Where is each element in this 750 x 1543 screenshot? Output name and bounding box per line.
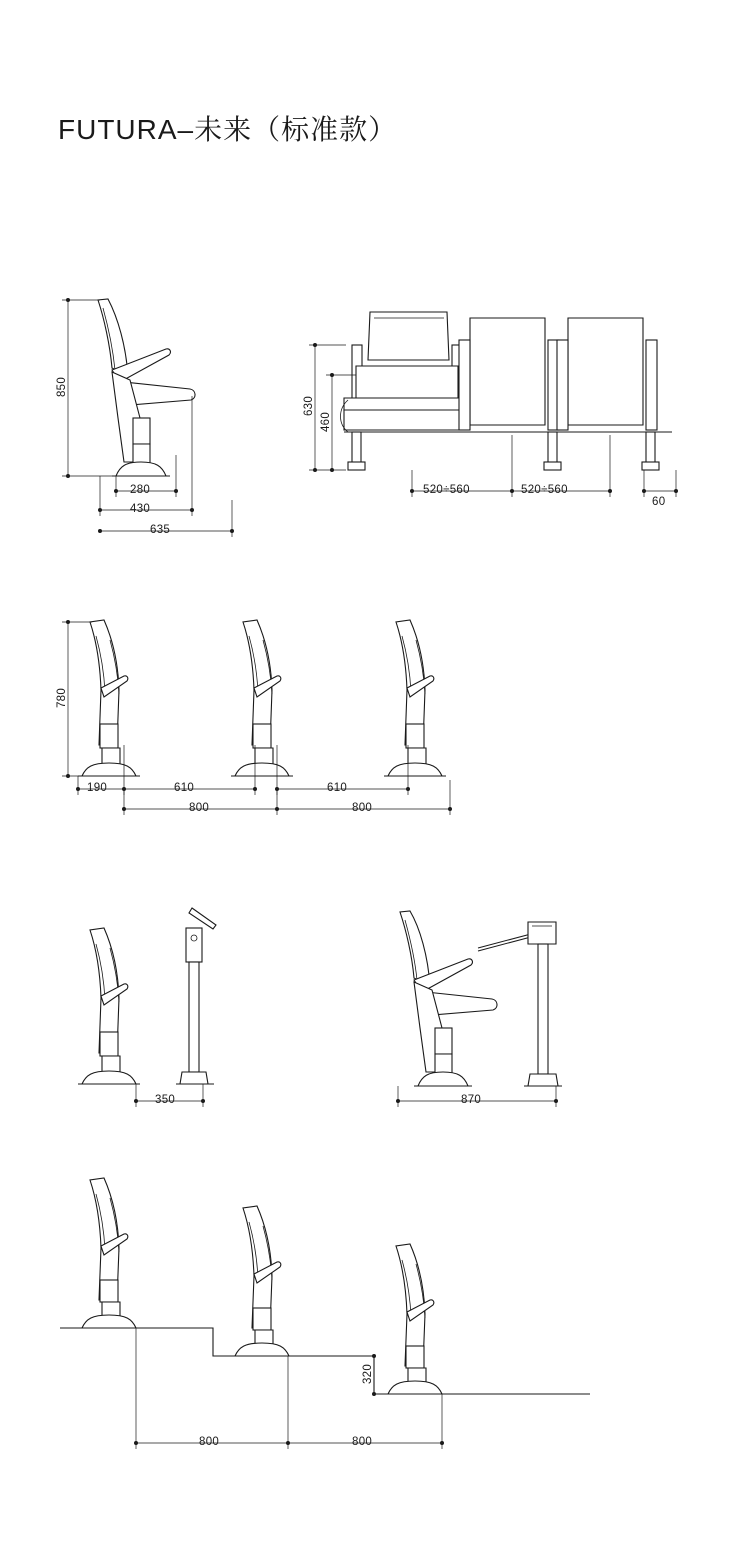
dim-label-780: 780: [56, 687, 69, 709]
dim-label-280: 280: [130, 484, 151, 496]
dim-label-60: 60: [652, 496, 666, 508]
dim-label-610-b: 610: [327, 782, 348, 794]
dim-label-430: 430: [130, 503, 151, 515]
dim-label-520-560-a: 520÷560: [423, 484, 470, 496]
dim-label-520-560-b: 520÷560: [521, 484, 568, 496]
dim-label-610-a: 610: [174, 782, 195, 794]
view-stepped-floor-section: [60, 1178, 590, 1449]
view-folded-seat-with-table: [78, 908, 216, 1107]
dim-label-800-d: 800: [352, 1436, 373, 1448]
view-open-seat-with-table: [396, 911, 562, 1107]
dim-label-800-b: 800: [352, 802, 373, 814]
dim-label-460: 460: [320, 411, 333, 433]
dim-label-320: 320: [362, 1363, 375, 1385]
view-row-spacing: [62, 620, 452, 815]
dim-label-350: 350: [155, 1094, 176, 1106]
dim-label-800-c: 800: [199, 1436, 220, 1448]
dim-label-630: 630: [303, 395, 316, 417]
dim-label-635: 635: [150, 524, 171, 536]
dim-label-850: 850: [56, 376, 69, 398]
dim-label-190: 190: [87, 782, 108, 794]
view-front-elevation-row: [309, 312, 678, 497]
page-title: FUTURA–未来（标准款）: [58, 114, 398, 145]
dim-label-870: 870: [461, 1094, 482, 1106]
view-side-elevation: [62, 298, 234, 537]
dim-label-800-a: 800: [189, 802, 210, 814]
